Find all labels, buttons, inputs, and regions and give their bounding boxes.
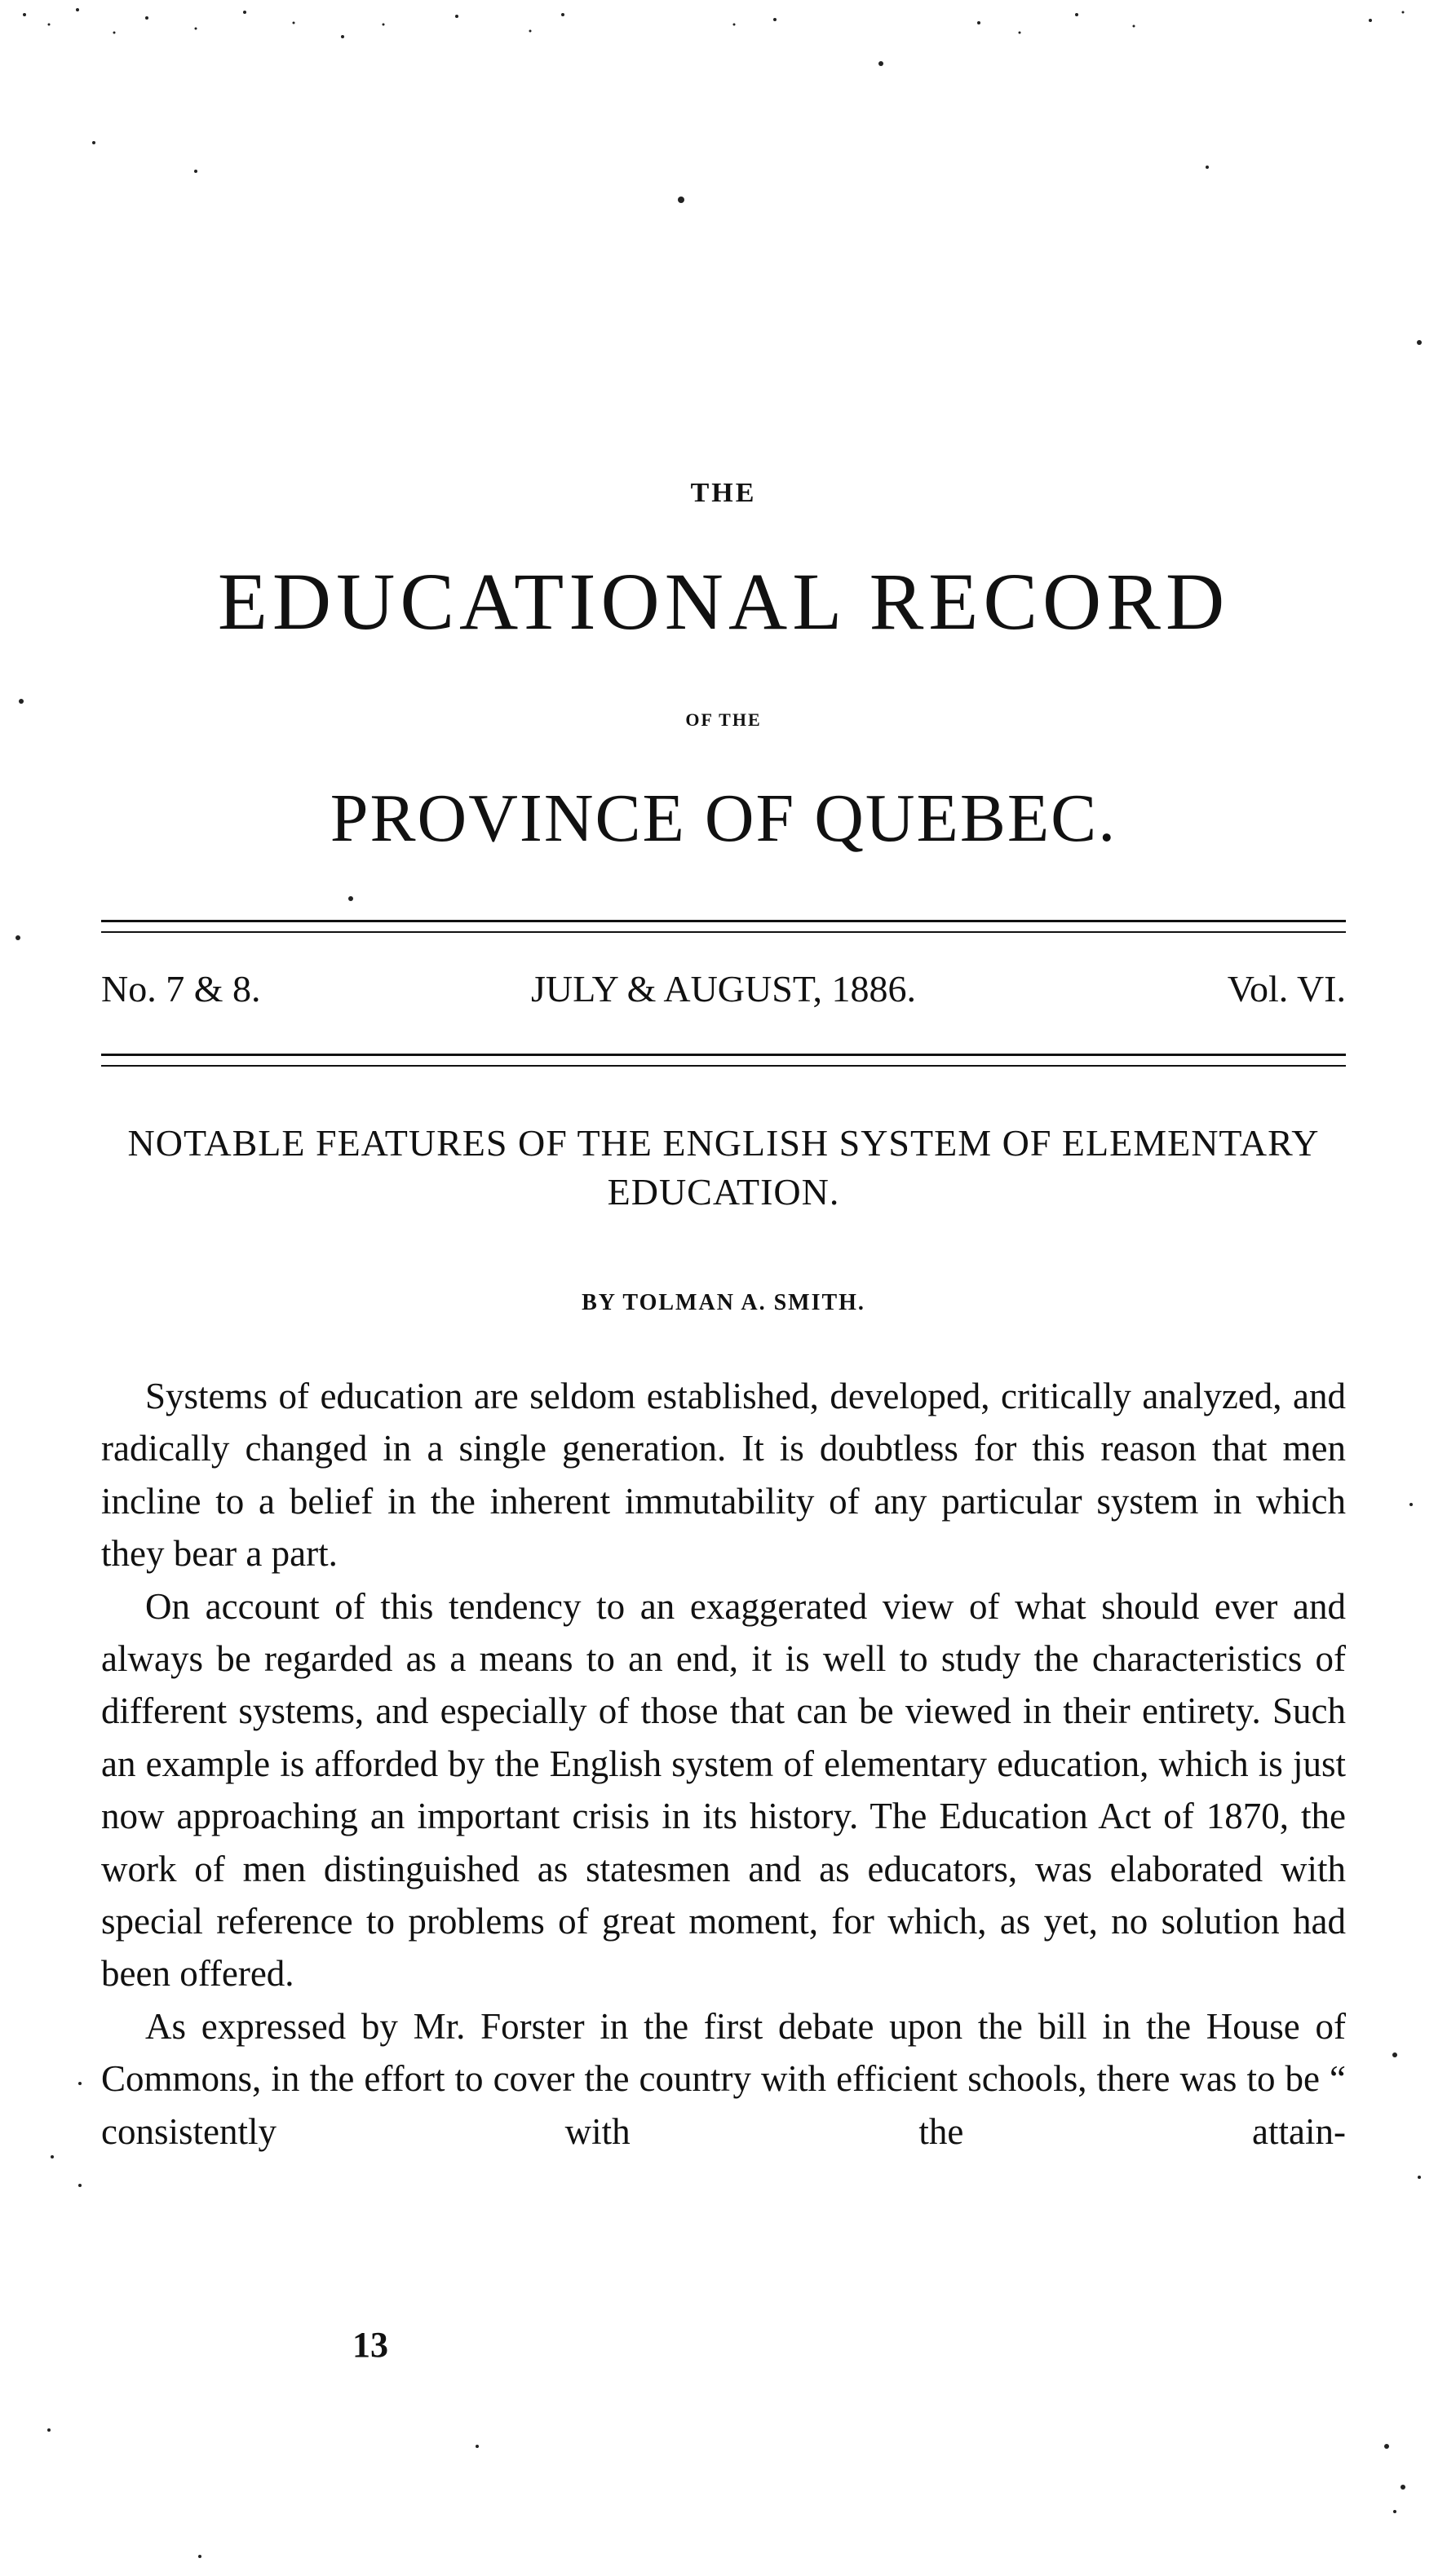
masthead-of-the: OF THE [685, 709, 762, 730]
article-title: NOTABLE FEATURES OF THE ENGLISH SYSTEM OF ELEMENTARY EDUCATION. [127, 1122, 1320, 1213]
masthead-the: THE [690, 478, 757, 508]
article-byline: BY TOLMAN A. SMITH. [582, 1290, 865, 1315]
article-body [101, 1370, 1346, 2158]
issue-line [101, 967, 1346, 1024]
issue-volume: Vol. VI. [1227, 968, 1346, 1010]
top-rule-upper [101, 920, 1346, 922]
masthead-subtitle: PROVINCE OF QUEBEC. [330, 780, 1117, 856]
bottom-rule-upper [101, 1054, 1346, 1056]
page-number: 13 [352, 2325, 388, 2365]
top-rule-lower [101, 931, 1346, 933]
issue-number: No. 7 & 8. [101, 968, 261, 1010]
paragraph: Systems of education are seldom established, developed, critically analyzed, and radically changed in a single generation. It is doubtless for this reason that men incline to a belief in the inherent immutability of any particular system in which they bear a part. [101, 1376, 1346, 1575]
issue-date: JULY & AUGUST, 1886. [530, 968, 917, 1010]
masthead-title: EDUCATIONAL RECORD [217, 556, 1230, 647]
bottom-rule-lower [101, 1065, 1346, 1067]
paragraph: On account of this tendency to an exaggerated view of what should ever and always be regarded as a means to an end, it is well to study the characteristics of different systems, and especially of those that can be viewed in their entirety. Such an example is afforded by the English system of elementary education, which is just now approaching an important crisis in its history. The Education Act of 1870, the work of men distinguished as statesmen and as educators, was elaborated with special reference to problems of great moment, for which, as yet, no solution had been offered. [101, 1585, 1346, 1995]
paragraph: As expressed by Mr. Forster in the first debate upon the bill in the House of Commons, in the effort to cover the country with efficient schools, there was to be “ consistently with the attain- [101, 2005, 1346, 2152]
